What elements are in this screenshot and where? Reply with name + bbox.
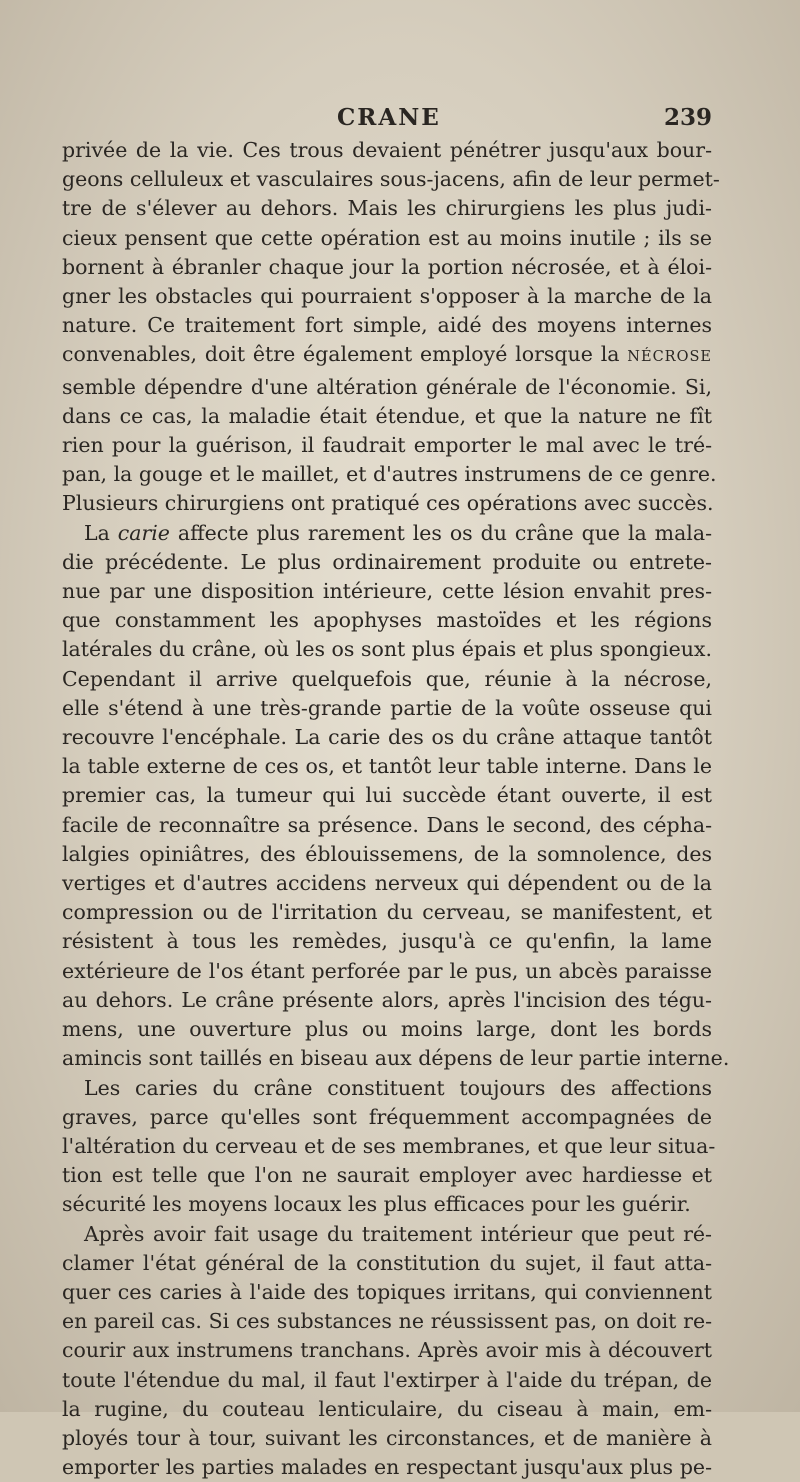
text-line: vertiges et d'autres accidens nerveux qui dépendent ou de la bbox=[62, 871, 712, 896]
text-line: compression ou de l'irritation du cerveau, se manifestent, et bbox=[62, 900, 712, 925]
text-line: résistent à tous les remèdes, jusqu'à ce qu'enfin, la lame bbox=[62, 929, 712, 954]
text-line: facile de reconnaître sa présence. Dans le second, des cépha- bbox=[62, 812, 712, 837]
text-line: au dehors. Le crâne présente alors, après l'incision des tégu- bbox=[62, 987, 712, 1012]
text-line: tre de s'élever au dehors. Mais les chirurgiens les plus judi- bbox=[62, 196, 712, 221]
text-line: l'altération du cerveau et de ses membranes, et que leur situa- bbox=[62, 1133, 716, 1158]
text-line: emporter les parties malades en respectant jusqu'aux plus pe- bbox=[62, 1455, 712, 1480]
text-line: premier cas, la tumeur qui lui succède étant ouverte, il est bbox=[62, 783, 712, 808]
text-line: bornent à ébranler chaque jour la portion nécrosée, et à éloi- bbox=[62, 254, 712, 279]
text-line: Les caries du crâne constituent toujours des affections bbox=[84, 1075, 712, 1100]
text-line: Plusieurs chirurgiens ont pratiqué ces opérations avec succès. bbox=[62, 491, 714, 516]
text-line: semble dépendre d'une altération générale de l'économie. Si, bbox=[62, 374, 712, 399]
text-line: sécurité les moyens locaux les plus efficaces pour les guérir. bbox=[62, 1192, 691, 1217]
text-line: die précédente. Le plus ordinairement produite ou entrete- bbox=[62, 549, 712, 574]
text-line: en pareil cas. Si ces substances ne réussissent pas, on doit re- bbox=[62, 1309, 712, 1334]
text-line bbox=[62, 519, 712, 548]
text-line: latérales du crâne, où les os sont plus épais et plus spongieux. bbox=[62, 637, 712, 662]
text-line: Après avoir fait usage du traitement intérieur que peut ré- bbox=[84, 1221, 712, 1246]
text-line bbox=[62, 340, 712, 372]
text-line: toute l'étendue du mal, il faut l'extirper à l'aide du trépan, de bbox=[62, 1367, 712, 1392]
text-line: rien pour la guérison, il faudrait emporter le mal avec le tré- bbox=[62, 433, 712, 458]
text-line: la rugine, du couteau lenticulaire, du ciseau à main, em- bbox=[62, 1396, 712, 1421]
text-line: privée de la vie. Ces trous devaient pénétrer jusqu'aux bour- bbox=[62, 138, 712, 162]
text-line: graves, parce qu'elles sont fréquemment accompagnées de bbox=[62, 1104, 712, 1129]
text-line: extérieure de l'os étant perforée par le pus, un abcès paraisse bbox=[62, 958, 712, 983]
text-line: Cependant il arrive quelquefois que, réunie à la nécrose, bbox=[62, 666, 712, 691]
page-header bbox=[62, 104, 712, 138]
text-line: clamer l'état général de la constitution du sujet, il faut atta- bbox=[62, 1250, 712, 1275]
text-line: nue par une disposition intérieure, cette lésion envahit pres- bbox=[62, 579, 712, 604]
text-line: tion est telle que l'on ne saurait employer avec hardiesse et bbox=[62, 1163, 712, 1188]
text-line: quer ces caries à l'aide des topiques irritans, qui conviennent bbox=[62, 1279, 712, 1304]
text-line: courir aux instrumens tranchans. Après avoir mis à découvert bbox=[62, 1338, 712, 1363]
italic-term: carie bbox=[117, 520, 170, 545]
text-line: dans ce cas, la maladie était étendue, et que la nature ne fît bbox=[62, 403, 712, 428]
text-line: amincis sont taillés en biseau aux dépens de leur partie interne. bbox=[62, 1046, 730, 1071]
text-line: lalgies opiniâtres, des éblouissemens, de la somnolence, des bbox=[62, 841, 712, 866]
text-line: gner les obstacles qui pourraient s'opposer à la marche de la bbox=[62, 284, 712, 309]
small-caps-term: NÉCROSE bbox=[627, 349, 712, 366]
text-line: pan, la gouge et le maillet, et d'autres instrumens de ce genre. bbox=[62, 462, 717, 487]
text-line: cieux pensent que cette opération est au moins inutile ; ils se bbox=[62, 225, 712, 250]
text-fragment: La bbox=[84, 520, 118, 545]
text-line: que constamment les apophyses mastoïdes et les régions bbox=[62, 608, 712, 633]
text-fragment: affecte plus rarement les os du crâne que la mala- bbox=[169, 520, 712, 545]
text-line: recouvre l'encéphale. La carie des os du crâne attaque tantôt bbox=[62, 725, 712, 750]
text-line: la table externe de ces os, et tantôt leur table interne. Dans le bbox=[62, 754, 712, 779]
page-number: 239 bbox=[663, 104, 712, 131]
text-line: ployés tour à tour, suivant les circonstances, et de manière à bbox=[62, 1425, 712, 1450]
text-line: elle s'étend à une très-grande partie de la voûte osseuse qui bbox=[62, 695, 712, 720]
text-line: nature. Ce traitement fort simple, aidé des moyens internes bbox=[62, 313, 712, 338]
body-text bbox=[62, 136, 730, 1482]
text-line: geons celluleux et vasculaires sous-jacens, afin de leur permet- bbox=[62, 167, 720, 192]
running-head: CRANE bbox=[337, 104, 441, 131]
text-line: mens, une ouverture plus ou moins large, dont les bords bbox=[62, 1017, 712, 1042]
text-fragment: convenables, doit être également employé lorsque la bbox=[62, 342, 628, 367]
